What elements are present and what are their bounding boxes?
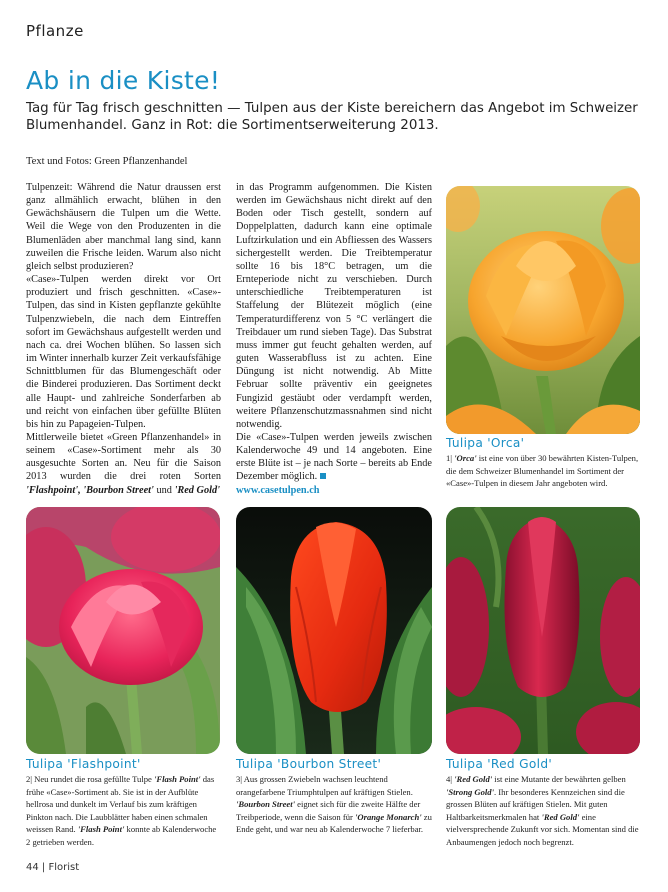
- caption-title-bourbon-street: Tulipa 'Bourbon Street': [236, 757, 382, 771]
- caption-flashpoint: 2| Neu rundet die rosa gefüllte Tulpe 'Flash Point' das frühe «Case»-Sortiment ab. Sie ist in der Aufblüte hellrosa und dunkelt im Verlauf bis zum kräftigen Pinkton nach. Die Laubblätter haben einen schmalen weissen Rand. 'Flash Point' konnte ab Kalenderwoche 2 getrieben werden.: [26, 774, 217, 847]
- photo-credit: Text und Fotos: Green Pflanzenhandel: [26, 156, 188, 167]
- paragraph: Tulpenzeit: Während die Natur draussen erst ganz allmählich erwacht, blühen in den Gewächshäusern die Tulpen um die Wette. Weil die Wege von den Produzenten in die Blumenläden aber manchmal lang sind, kann zuweilen die Frische leiden. Warum also nicht gleich selbst produzieren?: [26, 182, 221, 272]
- paragraph: Die «Case»-Tulpen werden jeweils zwischen Kalenderwoche 49 und 14 angeboten. Eine erste Blüte ist – je nach Sorte – bereits ab Ende Dezember möglich.: [236, 431, 432, 483]
- headline: Ab in die Kiste!: [26, 66, 221, 95]
- section-label: Pflanze: [26, 22, 84, 40]
- paragraph: «Case»-Tulpen werden direkt vor Ort produziert und frisch geschnitten. «Case»-Tulpen, das sind in Kisten gepflanzte gekühlte Tulpenzwiebeln, die nach dem Eintreffen sofort im Gewächshaus aufgestellt werden und nach ca. drei Wochen blühen. So lassen sich im Winter innerhalb kurzer Zeit verkaufsfähige Schnittblumen für das Blumengeschäft oder die Binderei produzieren. Das Sortiment deckt alle Haupt- und zahlreiche Sonderfarben ab und reicht von einfachen über gefüllte Blüten bis hin zu Papageien-Tulpen.: [26, 274, 221, 430]
- caption-orca: 1| 'Orca' ist eine von über 30 bewährten Kisten-Tulpen, die dem Schweizer Blumenhandel im Sortiment der «Case»-Tulpen in diesem Jahr angeboten wird.: [446, 453, 639, 489]
- paragraph: Mittlerweile bietet «Green Pflanzenhandel» in seinem «Case»-Sortiment mehr als 30 ausgesuchte Sorten an. Neu für die Saison 2013 wurden die drei roten Sorten 'Flashpoint', 'Bourbon Street' und 'Red Gold': [26, 431, 221, 496]
- photo-tulip-red-gold: [446, 507, 640, 754]
- caption-title-flashpoint: Tulipa 'Flashpoint': [26, 757, 141, 771]
- caption-red-gold: 4| 'Red Gold' ist eine Mutante der bewährten gelben 'Strong Gold'. Ihr besonderes Kennzeichen sind die grossen Blüten auf kräftigen Stielen. Mit guten Haltbarkeitsmerkmalen hat 'Red Gold' eine vielversprechende Zukunft vor sich. Momentan sind die Anbaumengen jedoch noch begrenzt.: [446, 774, 639, 847]
- caption-title-orca: Tulipa 'Orca': [446, 436, 525, 450]
- photo-tulip-flashpoint: [26, 507, 220, 754]
- photo-tulip-bourbon-street: [236, 507, 432, 754]
- article-column-1: [26, 181, 221, 497]
- caption-title-red-gold: Tulipa 'Red Gold': [446, 757, 553, 771]
- article-column-2: [236, 181, 432, 497]
- caption-bourbon-street: 3| Aus grossen Zwiebeln wachsen leuchtend orangefarbene Triumphtulpen auf kräftigen Stielen. 'Bourbon Street' eignet sich für die zweite Hälfte der Treibperiode, wenn die Saison für 'Orange Monarch' zu Ende geht, und war neu ab Kalenderwoche 7 lieferbar.: [236, 774, 432, 835]
- page-footer: 44 | Florist: [26, 862, 80, 873]
- photo-tulip-orca: [446, 186, 640, 434]
- paragraph: in das Programm aufgenommen. Die Kisten werden im Gewächshaus nicht direkt auf den Boden oder Tisch gestellt, sondern auf Doppelplatten, dadurch kann eine optimale Luftzirkulation und ein Abfliessen des Wassers sichergestellt werden. Die Treibtemperatur sollte 16 bis 18°C betragen, um die Ernteperiode nicht zu verschieben. Durch unterschiedliche Treibtemperaturen ist Staffelung der Blütezeit möglich (eine Temperaturdifferenz von 5 °C verlängert die Treibdauer um rund sieben Tage). Das Substrat muss immer gut feucht gehalten werden, auf guten Wasserabfluss ist zu achten. Eine Düngung ist nicht notwendig. Ab Mitte Februar sollte präventiv ein geeignetes Fungizid gestäubt oder verdampft werden, weitere Pflanzenschutzmassnahmen sind nicht notwendig.: [236, 182, 432, 430]
- lead-text: Tag für Tag frisch geschnitten — Tulpen aus der Kiste bereichern das Angebot im Schweizer Blumenhandel. Ganz in Rot: die Sortimentserweiterung 2013.: [26, 101, 638, 133]
- website-link[interactable]: www.casetulpen.ch: [236, 484, 320, 496]
- end-mark-icon: [320, 473, 326, 479]
